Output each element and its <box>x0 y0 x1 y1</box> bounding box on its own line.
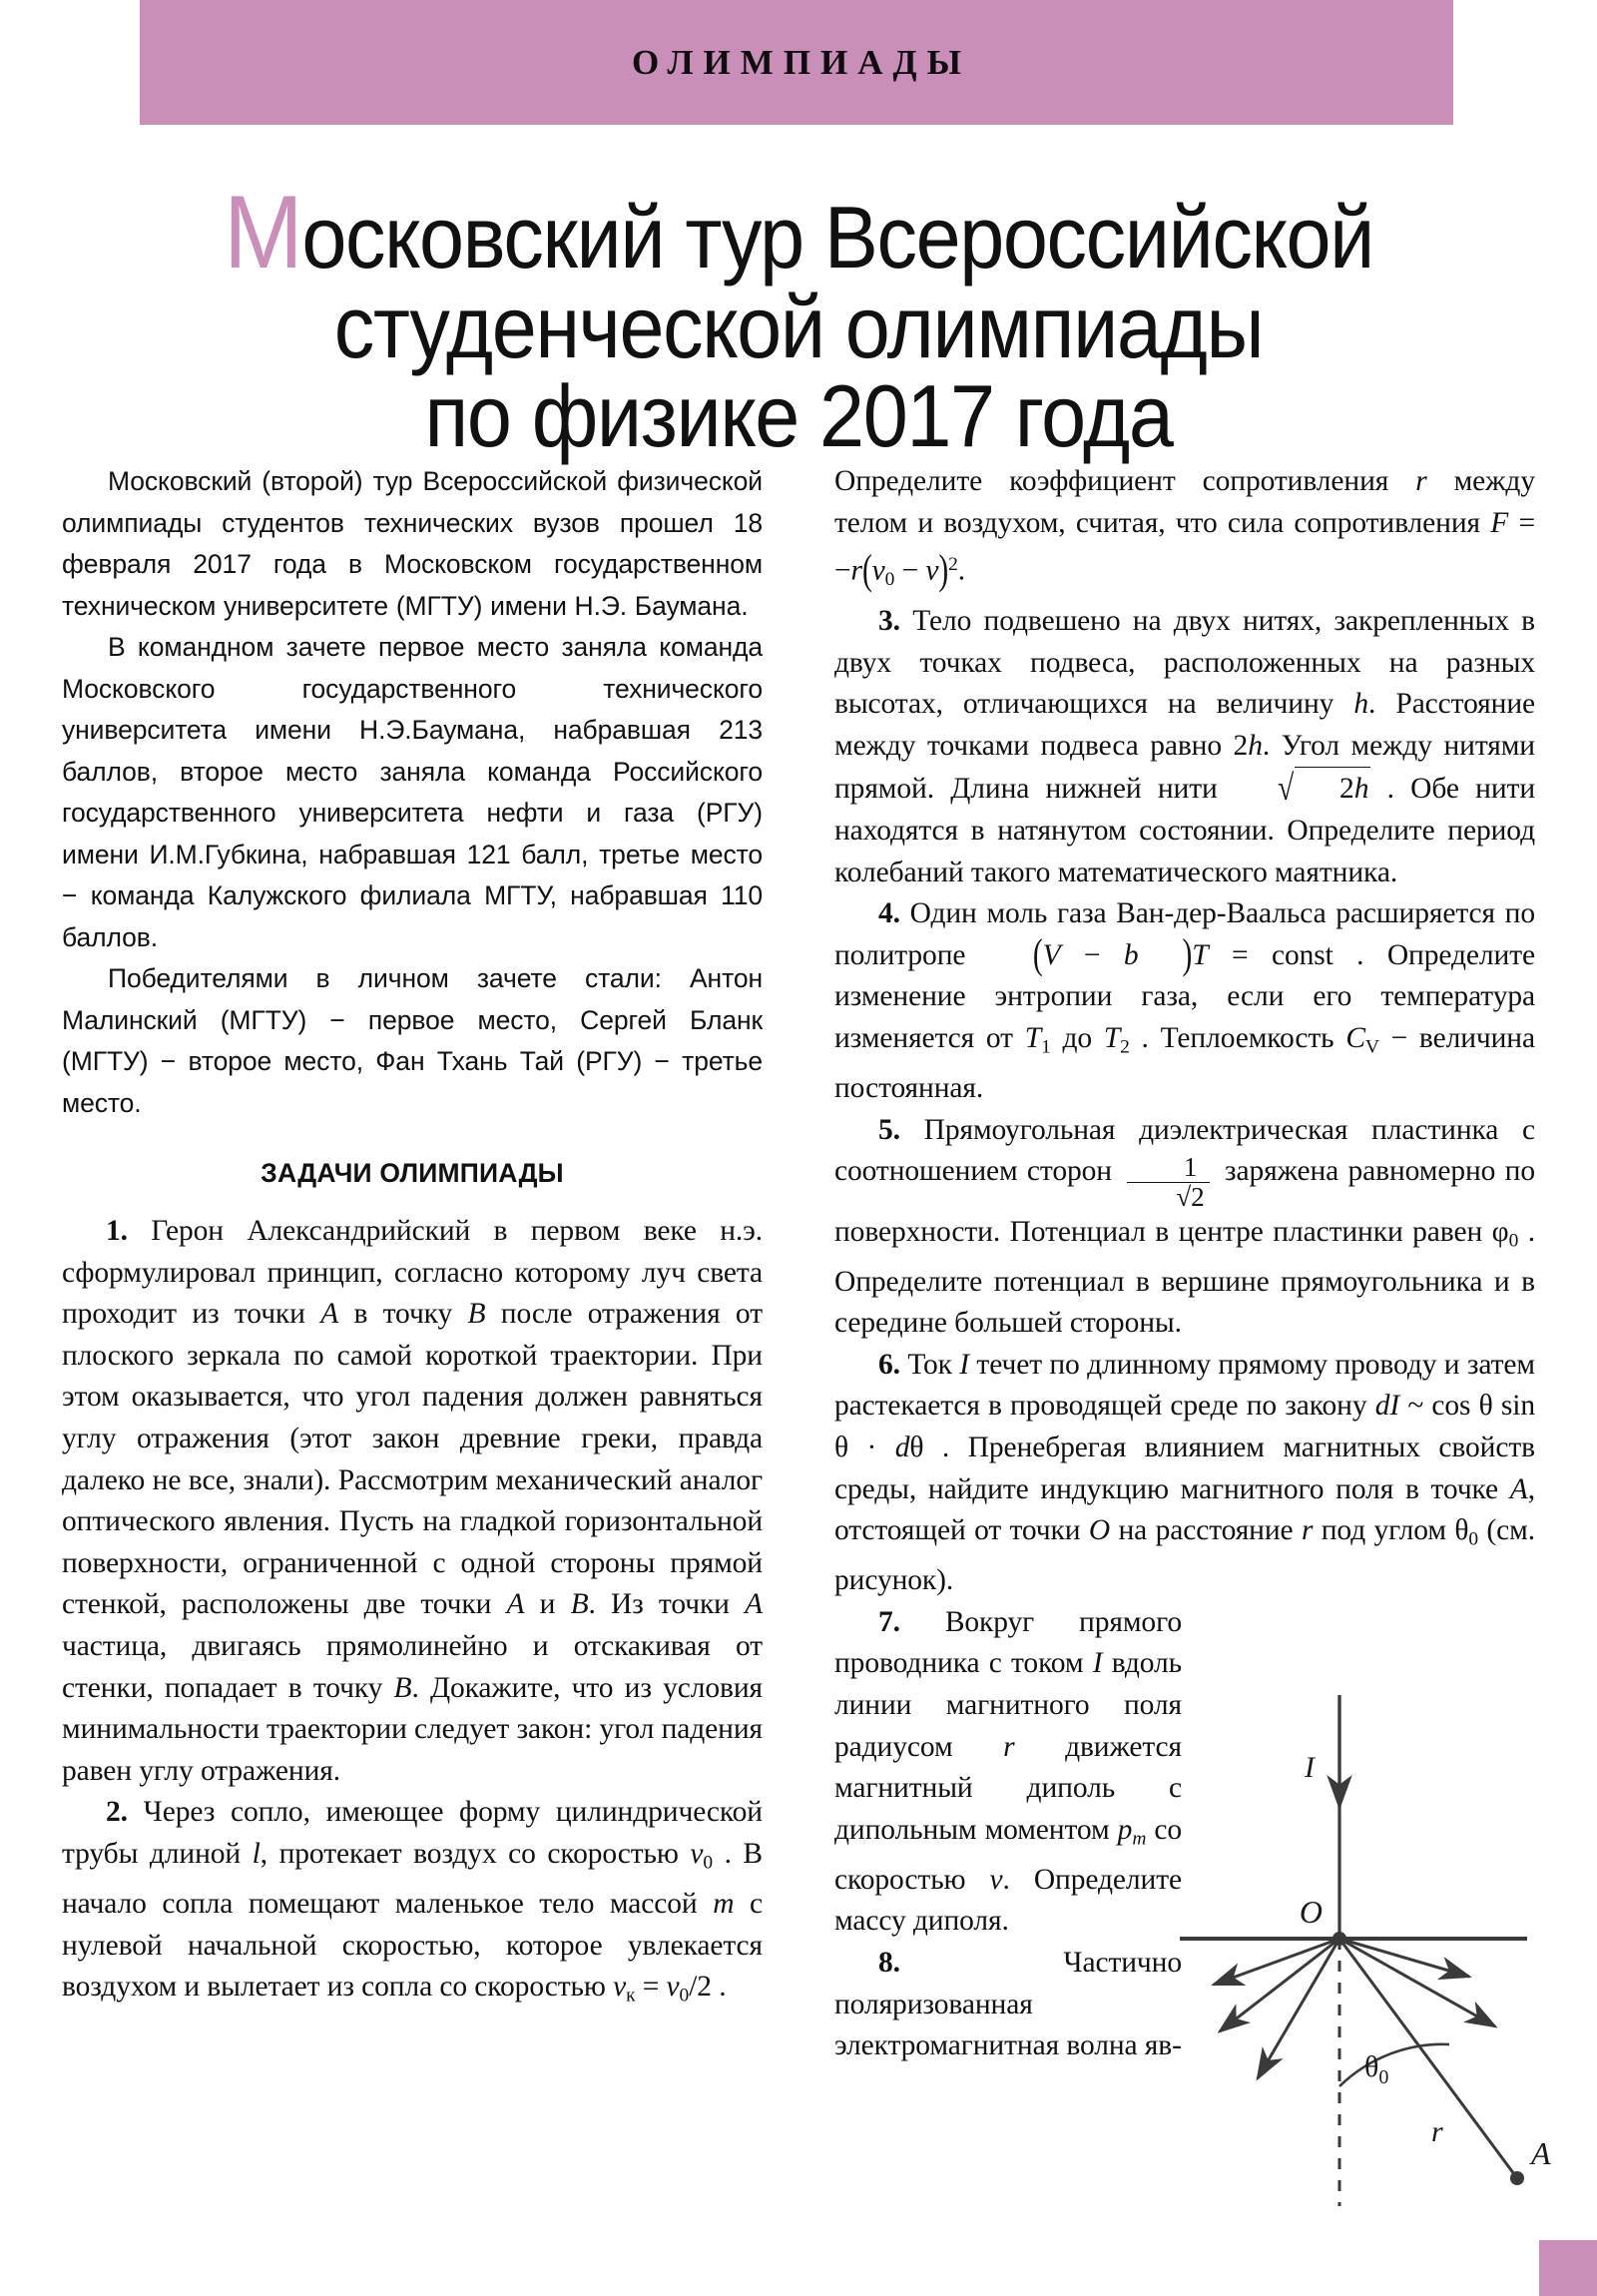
title-line-3: по физике 2017 года <box>424 366 1173 466</box>
problem-4-text-d: . Теплоемкость <box>1129 1021 1346 1054</box>
problem-8 <box>834 1943 1182 2067</box>
problem-2-eq-vk: v <box>613 1971 627 2004</box>
problem-1-text-b: в точку <box>338 1298 468 1331</box>
problem-4-var-V: V <box>1042 938 1061 971</box>
problem-2-var-m: m <box>713 1887 735 1920</box>
problem-7-var-r: r <box>1003 1730 1015 1763</box>
problem-6-d: d <box>894 1431 910 1463</box>
problem-6-number: 6. <box>878 1348 900 1381</box>
problem-2-cont-text-b: между телом и воздухом, считая, что сила сопротивления <box>834 465 1535 539</box>
problem-5-text-a: Прямоугольная диэлектрическая пластинка с соотношением сторон <box>834 1113 1535 1188</box>
problem-4-var-T: T <box>1192 938 1209 971</box>
problem-1-text-g: . Докажите, что из условия минимальности траектории следует закон: угол падения равен углу отражения. <box>62 1671 763 1787</box>
problem-2-continuation <box>834 461 1535 601</box>
problem-1-number: 1. <box>106 1215 128 1247</box>
problem-3-text-b: . Расстояние между точками подвеса равно 2 <box>834 688 1535 762</box>
problem-7-var-v: v <box>989 1863 1003 1896</box>
problem-4 <box>834 893 1535 1109</box>
problem-7-var-I: I <box>1092 1647 1103 1680</box>
column-left <box>62 461 763 2016</box>
problem-2-text-d: с нулевой начальной скоростью, которое увлекается воздухом и вылетает из сопла со скоростью <box>62 1887 763 2004</box>
page-corner-mark <box>1539 2240 1597 2296</box>
problem-2-cont-var-v0-sub: 0 <box>884 569 895 591</box>
problem-4-text-e: − величина постоянная. <box>834 1021 1535 1104</box>
problem-2-number: 2. <box>106 1796 128 1829</box>
problem-2-eq-v0-sub: 0 <box>679 1985 690 2007</box>
problem-1 <box>62 1211 763 1792</box>
problem-2-var-v0: v <box>690 1837 704 1870</box>
problem-3-sqrt-radicand <box>1295 767 1370 811</box>
page-title <box>119 174 1478 466</box>
problem-2-cont-equals: = − <box>834 506 1535 587</box>
problem-4-var-CV: C <box>1345 1021 1365 1054</box>
title-line-1 <box>119 174 1478 290</box>
problem-1-var-a2: A <box>506 1588 525 1621</box>
problem-3-var-h: h <box>1353 688 1369 721</box>
problem-5-phi: φ <box>1491 1215 1509 1248</box>
figure-label-theta0-sub: 0 <box>1378 2066 1389 2088</box>
problem-6-dI: dI <box>1374 1390 1400 1423</box>
problem-4-paren-close: ) <box>1182 931 1193 978</box>
problem-5-phi-sub: 0 <box>1508 1230 1519 1251</box>
problem-5 <box>834 1110 1535 1345</box>
rubric-band <box>140 0 1453 125</box>
rubric-label: ОЛИМПИАДЫ <box>632 42 971 82</box>
problem-2-cont-minus: − <box>894 554 926 587</box>
tasks-heading: ЗАДАЧИ ОЛИМПИАДЫ <box>261 1158 564 1188</box>
problem-1-var-b2: B <box>570 1588 589 1621</box>
problem-4-var-b: b <box>1123 938 1139 971</box>
intro-paragraph-1: Московский (второй) тур Всероссийской физической олимпиады студентов технических вузов прошел 18 февраля 2017 года в Московском государственном техническом университете (МГТУ) имени Н.Э. Баумана. <box>62 466 763 621</box>
problem-4-var-T2: T <box>1103 1021 1121 1054</box>
problem-6-point-O: O <box>1088 1514 1111 1547</box>
problem-6-text-c: . Пренебрегая влиянием магнитных свойств среды, найдите индукцию магнитного поля в точке <box>834 1431 1535 1505</box>
figure-label-r: r <box>1431 2115 1443 2148</box>
problem-1-var-b: B <box>467 1298 486 1331</box>
problem-3-text-c: . Угол между нитями прямой. Длина нижней нити <box>834 729 1535 806</box>
problem-6-text-f: под углом <box>1313 1514 1455 1547</box>
problem-4-do: до <box>1050 1021 1104 1054</box>
problem-4-text-a: Один моль газа Ван-дер-Ваальса расширяется по политропе <box>834 897 1535 971</box>
problem-4-var-T1: T <box>1024 1021 1042 1054</box>
current-ray-left-2 <box>1220 1939 1339 2031</box>
problem-1-var-a3: A <box>745 1588 763 1621</box>
current-ray-right-2 <box>1339 1939 1495 2026</box>
problem-1-text-f: частица, двигаясь прямолинейно и отскакивая от стенки, попадает в точку <box>62 1629 763 1704</box>
problem-2-cont-var-v0: v <box>871 554 885 587</box>
problem-3-var-h3: h <box>1353 773 1369 806</box>
problem-1-text-a: Герон Александрийский в первом веке н.э. сформулировал принцип, согласно которому луч света проходит из точки <box>62 1215 763 1331</box>
problem-6-point-A: A <box>1509 1472 1528 1505</box>
problem-2-cont-var-v: v <box>925 554 939 587</box>
point-a-marker <box>1510 2171 1524 2185</box>
problem-7-text-d: со скоростью <box>834 1813 1183 1896</box>
problem-2-eq-divisor: /2 <box>689 1971 712 2004</box>
problem-7-var-pm-sub: m <box>1132 1828 1147 1850</box>
problem-6-theta0: θ <box>1454 1514 1469 1547</box>
problem-5-fraction-denominator: √2 <box>1127 1182 1209 1212</box>
current-ray-left-3 <box>1258 1939 1339 2078</box>
figure-label-O: O <box>1299 1894 1323 1930</box>
problem-3-text-a: Тело подвешено на двух нитях, закрепленных в двух точках подвеса, расположенных на разных высотах, отличающихся на величину <box>834 604 1535 721</box>
problem-2-cont-paren-open: ( <box>861 547 872 594</box>
figure-label-A: A <box>1531 2135 1551 2171</box>
problem-1-text-d: и <box>524 1588 571 1621</box>
problem-5-fraction-den-value: 2 <box>1191 1181 1205 1212</box>
problem-8-text-a: Частично поляризованная электромагнитная волна яв- <box>834 1946 1182 2062</box>
problem-1-var-a: A <box>320 1298 339 1331</box>
figure-current-spreading <box>1180 1687 1557 2206</box>
problem-7-var-pm: p <box>1117 1813 1133 1846</box>
problem-8-number: 8. <box>878 1946 900 1979</box>
problem-6-text-b: течет по длинному прямому проводу и затем растекается в проводящей среде по закону <box>834 1348 1535 1423</box>
current-ray-right-1 <box>1339 1939 1469 1977</box>
current-ray-left-1 <box>1214 1939 1339 1985</box>
title-drop-cap: М <box>224 174 302 290</box>
problem-2-var-l: l <box>252 1837 261 1870</box>
problem-7 <box>834 1602 1182 1943</box>
figure-svg <box>1180 1687 1557 2206</box>
problem-6-var-r: r <box>1301 1514 1314 1547</box>
problem-4-minus: − <box>1060 938 1124 971</box>
problem-2-cont-var-F: F <box>1490 506 1509 539</box>
problem-6-text-a: Ток <box>899 1348 960 1381</box>
problem-5-text-b: заряжена равномерно по поверхности. Потенциал в центре пластинки равен <box>834 1155 1535 1248</box>
problem-1-text-e: . Из точки <box>588 1588 746 1621</box>
problem-3-text-d: . Обе нити находятся в натянутом состоянии. Определите период колебаний такого математического маятника. <box>834 773 1536 888</box>
problem-4-text-c: . Определите изменение энтропии газа, если его температура изменяется от <box>834 938 1536 1054</box>
problem-2-cont-power: 2 <box>948 554 958 576</box>
problem-2-text-b: , протекает воздух со скоростью <box>260 1837 691 1870</box>
problem-6-theta0-sub: 0 <box>1468 1528 1479 1550</box>
problem-6-var-I: I <box>959 1348 970 1381</box>
problem-7-number: 7. <box>878 1605 900 1638</box>
title-line-1-rest: осковский тур Всероссийской <box>301 187 1373 287</box>
problem-2-var-v0-sub: 0 <box>703 1852 714 1874</box>
problem-6 <box>834 1345 1535 1602</box>
problem-2-eq-v0: v <box>666 1971 680 2004</box>
problem-2-cont-paren-close: ) <box>938 547 949 594</box>
problem-2-text-c: . В начало сопла помещают маленькое тело массой <box>62 1837 763 1920</box>
problem-4-var-T1-sub: 1 <box>1041 1036 1051 1058</box>
problem-7-text-e: . Определите массу диполя. <box>834 1863 1182 1938</box>
problem-6-text-d: , отстоящей от точки <box>834 1472 1535 1547</box>
problem-4-var-T2-sub: 2 <box>1120 1036 1130 1058</box>
problem-1-text-c: после отражения от плоского зеркала по самой короткой траектории. При этом оказывается, что угол падения должен равняться углу отражения (этот закон древние греки, правда далеко не все, знали). Рассмотрим механический аналог оптического явления. Пусть на гладкой горизонтальной поверхности, ограниченной с одной стороны прямой стенкой, расположены две точки <box>62 1298 763 1621</box>
problem-4-const: = const <box>1208 938 1333 971</box>
problem-2-eq-equals: = <box>635 1971 667 2004</box>
sqrt-icon: √ <box>1277 769 1295 809</box>
problem-2-eq-end: . <box>711 1971 727 2004</box>
problem-3-sqrt-two: 2 <box>1339 773 1354 806</box>
problem-2 <box>62 1792 763 2016</box>
problem-3-var-h2: h <box>1248 729 1263 762</box>
problem-6-law: ~ cos θ sin θ · <box>834 1390 1535 1463</box>
problem-2-text-a: Через сопло, имеющее форму цилиндрической трубы длиной <box>62 1796 763 1870</box>
problem-2-cont-period: . <box>957 554 966 587</box>
problem-5-fraction-numerator: 1 <box>1183 1152 1198 1183</box>
problem-5-fraction <box>1127 1154 1209 1211</box>
problem-7-text-a: Вокруг прямого проводника с током <box>834 1605 1182 1680</box>
problem-2-cont-text-a: Определите коэффициент сопротивления <box>834 465 1416 497</box>
problem-7-text-b: вдоль линии магнитного поля радиусом <box>834 1647 1182 1763</box>
title-line-2: студенческой олимпиады <box>333 277 1264 376</box>
problem-5-text-c: . Определите потенциал в вершине прямоугольника и в середине большей стороны. <box>834 1215 1535 1340</box>
figure-label-I: I <box>1305 1751 1315 1784</box>
problem-6-text-g: (см. рисунок). <box>834 1514 1535 1597</box>
problem-4-number: 4. <box>878 897 900 930</box>
problem-2-eq-vk-sub: к <box>626 1985 636 2007</box>
intro-paragraph-2: В командном зачете первое место заняла команда Московского государственного технического университета имени Н.Э.Баумана, набравшая 213 баллов, второе место заняла команда Российского государственного университета нефти и газа (РГУ) имени И.М.Губкина, набравшая 121 балл, третье место − команда Калужского филиала МГТУ, набравшая 110 баллов. <box>62 632 763 952</box>
problem-1-var-b3: B <box>393 1671 412 1704</box>
problem-3 <box>834 601 1535 893</box>
problem-3-number: 3. <box>878 604 900 637</box>
problem-6-text-e: на расстояние <box>1110 1514 1302 1547</box>
problem-2-cont-var-r: r <box>1415 465 1427 497</box>
problem-7-text-c: движется магнитный диполь с дипольным моментом <box>834 1730 1182 1846</box>
figure-label-theta0: $\theta_0$ <box>1364 2050 1389 2088</box>
problem-4-paren-open: ( <box>1032 931 1043 978</box>
problem-2-cont-var-r2: r <box>850 554 862 587</box>
intro-paragraph-3: Победителями в личном зачете стали: Антон Малинский (МГТУ) − первое место, Сергей Бланк (МГТУ) − второе место, Фан Тхань Тай (РГУ) − третье место. <box>62 963 763 1118</box>
problem-6-theta: θ <box>909 1431 924 1463</box>
problem-4-var-CV-sub: V <box>1364 1036 1379 1058</box>
problem-5-number: 5. <box>878 1113 900 1146</box>
